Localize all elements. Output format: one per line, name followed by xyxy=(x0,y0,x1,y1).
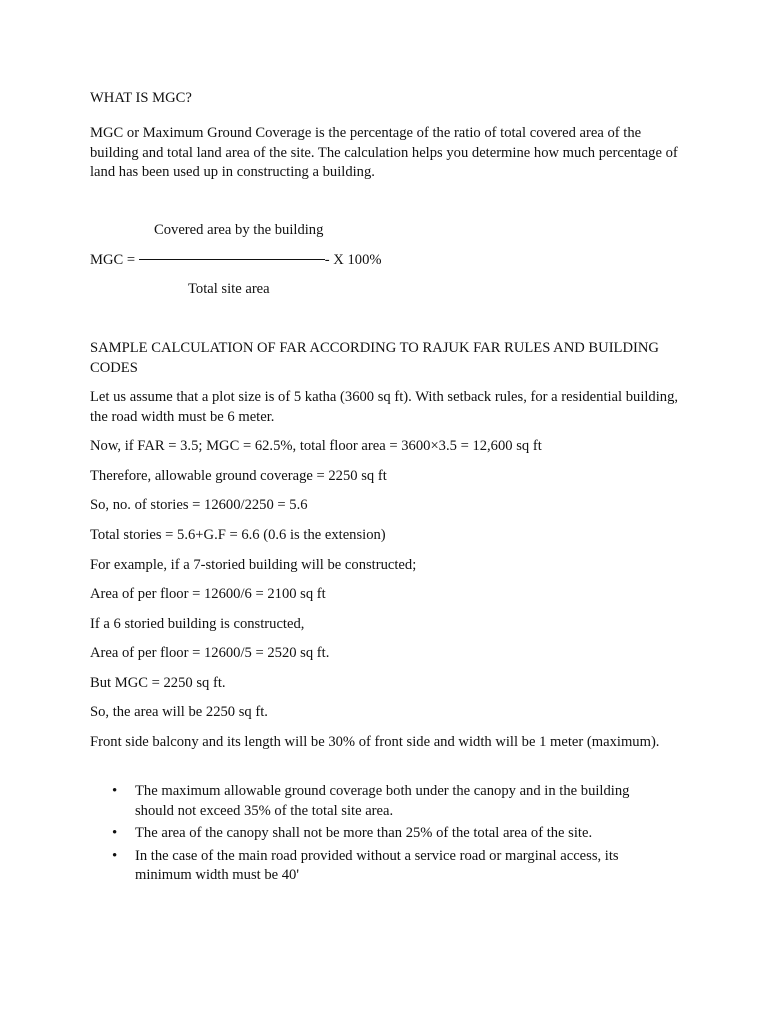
paragraph-plot-size: Let us assume that a plot size is of 5 katha (3600 sq ft). With setback rules, for a residential building, the road width must be 6 meter. xyxy=(90,389,679,425)
paragraph-but-mgc: But MGC = 2250 sq ft. xyxy=(90,675,226,691)
formula-denominator: Total site area xyxy=(188,281,270,297)
bullet-item-main-road: • In the case of the main road provided without a service road or marginal access, its minimum width must be 40' xyxy=(90,847,655,886)
heading-what-is-mgc: WHAT IS MGC? xyxy=(90,90,192,106)
paragraph-area-will-be: So, the area will be 2250 sq ft. xyxy=(90,704,268,720)
bullet-item-max-coverage: • The maximum allowable ground coverage both under the canopy and in the building should not exceed 35% of the total site area. xyxy=(90,782,655,821)
formula-rhs: - X 100% xyxy=(324,252,382,268)
paragraph-total-stories: Total stories = 5.6+G.F = 6.6 (0.6 is the extension) xyxy=(90,527,386,543)
heading-sample-calculation: SAMPLE CALCULATION OF FAR ACCORDING TO RAJUK FAR RULES AND BUILDING CODES xyxy=(90,340,659,376)
fraction-bar xyxy=(139,259,325,260)
paragraph-6-storied: If a 6 storied building is constructed, xyxy=(90,616,305,632)
formula-numerator: Covered area by the building xyxy=(154,222,324,238)
paragraph-no-of-stories: So, no. of stories = 12600/2250 = 5.6 xyxy=(90,497,308,513)
paragraph-ground-coverage: Therefore, allowable ground coverage = 2250 sq ft xyxy=(90,468,387,484)
paragraph-area-per-floor-5: Area of per floor = 12600/5 = 2520 sq ft. xyxy=(90,645,330,661)
mgc-definition-paragraph: MGC or Maximum Ground Coverage is the percentage of the ratio of total covered area of the building and total land area of the site. The calculation helps you determine how much percentage of land has been used up in constructing a building. xyxy=(90,125,678,180)
paragraph-area-per-floor-6: Area of per floor = 12600/6 = 2100 sq ft xyxy=(90,586,326,602)
rules-bullet-list xyxy=(90,782,680,889)
paragraph-far-floor-area: Now, if FAR = 3.5; MGC = 62.5%, total floor area = 3600×3.5 = 12,600 sq ft xyxy=(90,438,542,454)
paragraph-example-7-storied: For example, if a 7-storied building will be constructed; xyxy=(90,557,417,573)
bullet-item-canopy-area: • The area of the canopy shall not be more than 25% of the total area of the site. xyxy=(90,824,655,844)
formula-lhs: MGC = xyxy=(90,252,136,268)
formula-main-line xyxy=(90,251,382,271)
paragraph-front-balcony: Front side balcony and its length will be 30% of front side and width will be 1 meter (maximum). xyxy=(90,734,660,750)
